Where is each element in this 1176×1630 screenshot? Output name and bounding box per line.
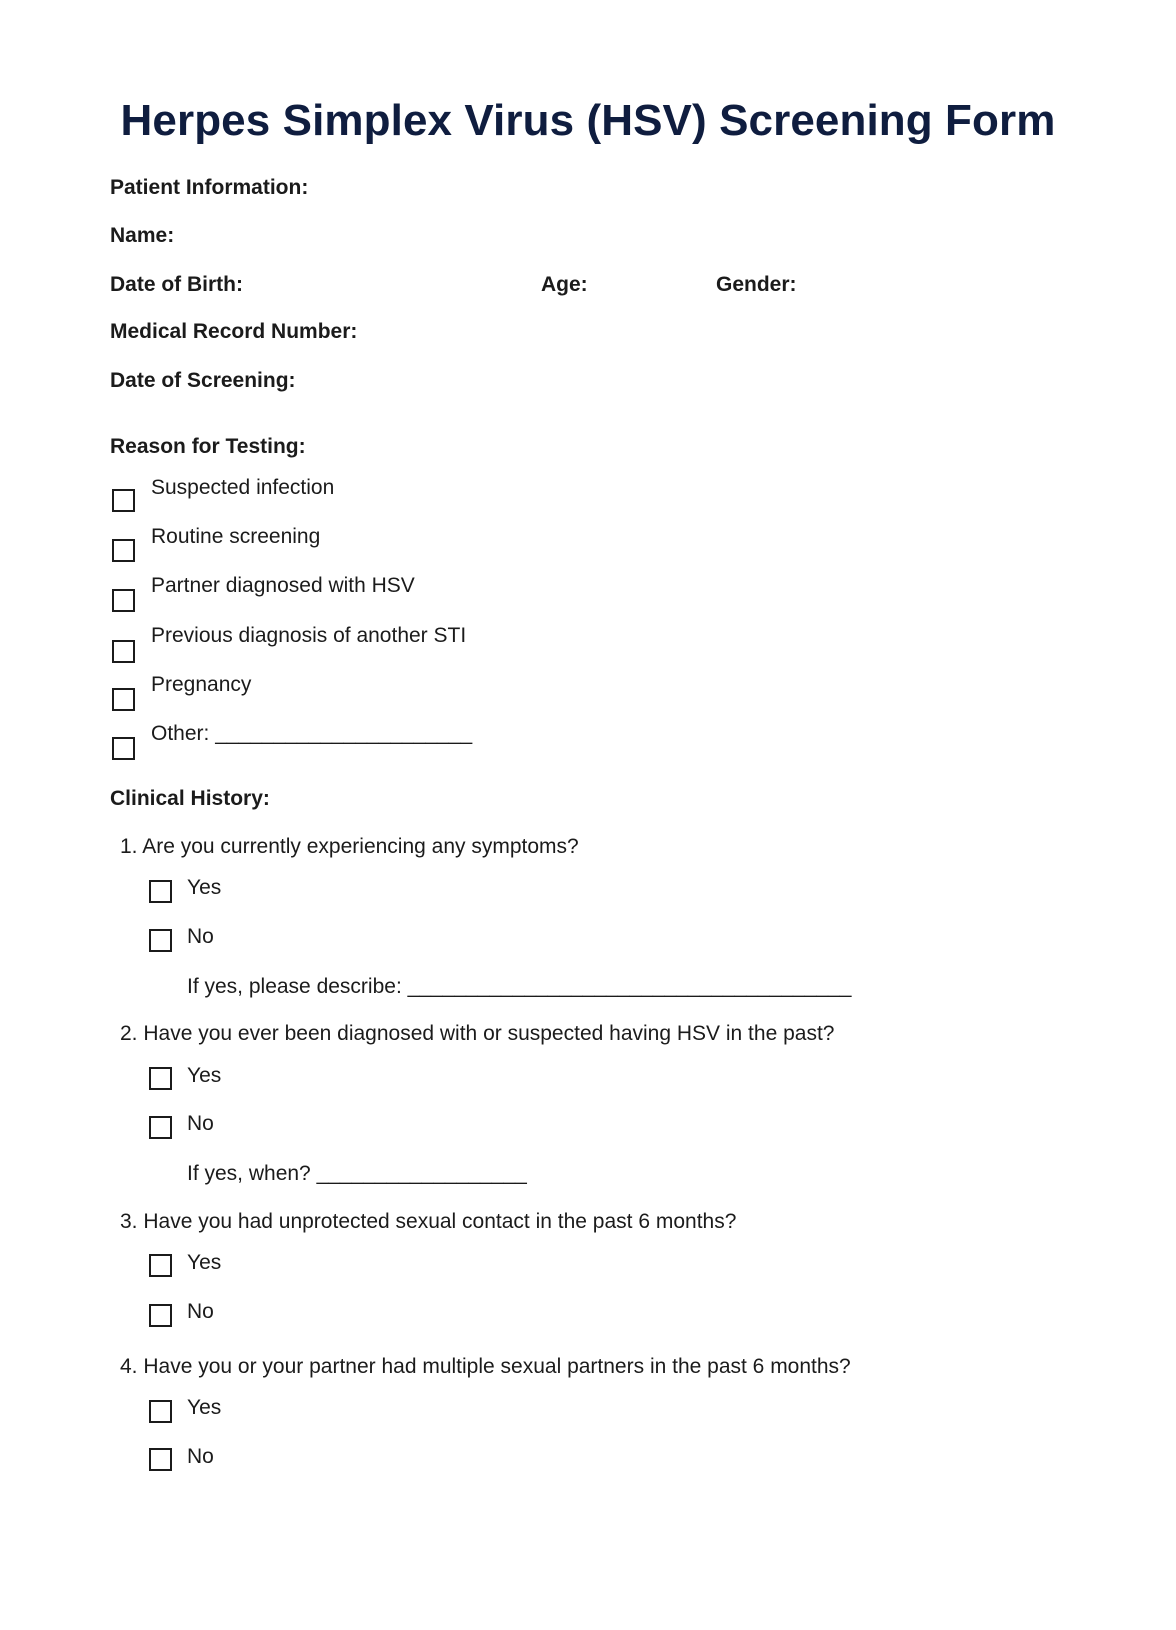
- reason-checkbox-routine[interactable]: [112, 539, 135, 562]
- question-2-no-label: No: [187, 1112, 214, 1135]
- question-4-text: 4. Have you or your partner had multiple sexual partners in the past 6 months?: [120, 1355, 851, 1378]
- question-1-yes-checkbox[interactable]: [149, 880, 172, 903]
- clinical-heading: Clinical History:: [110, 787, 270, 810]
- question-4-no-checkbox[interactable]: [149, 1448, 172, 1471]
- question-1-text: 1. Are you currently experiencing any symptoms?: [120, 835, 579, 858]
- question-2-yes-checkbox[interactable]: [149, 1067, 172, 1090]
- reason-option-previous-sti: Previous diagnosis of another STI: [151, 624, 467, 647]
- reason-checkbox-partner[interactable]: [112, 589, 135, 612]
- reason-checkbox-other[interactable]: [112, 737, 135, 760]
- question-3-no-label: No: [187, 1300, 214, 1323]
- reason-option-suspected: Suspected infection: [151, 476, 335, 499]
- gender-label: Gender:: [716, 273, 797, 296]
- question-1-no-checkbox[interactable]: [149, 929, 172, 952]
- reason-checkbox-previous-sti[interactable]: [112, 640, 135, 663]
- page-title: Herpes Simplex Virus (HSV) Screening Form: [120, 96, 1056, 145]
- question-4-yes-label: Yes: [187, 1396, 222, 1419]
- patient-info-heading: Patient Information:: [110, 176, 309, 199]
- name-label: Name:: [110, 224, 175, 247]
- age-label: Age:: [541, 273, 588, 296]
- reason-checkbox-suspected[interactable]: [112, 489, 135, 512]
- question-1-followup[interactable]: If yes, please describe: ______________________________________: [187, 975, 852, 998]
- reason-option-pregnancy: Pregnancy: [151, 673, 252, 696]
- question-2-text: 2. Have you ever been diagnosed with or suspected having HSV in the past?: [120, 1022, 835, 1045]
- reason-checkbox-pregnancy[interactable]: [112, 688, 135, 711]
- question-4-no-label: No: [187, 1445, 214, 1468]
- question-4-yes-checkbox[interactable]: [149, 1400, 172, 1423]
- dob-label: Date of Birth:: [110, 273, 243, 296]
- reason-option-partner: Partner diagnosed with HSV: [151, 574, 415, 597]
- question-1-no-label: No: [187, 925, 214, 948]
- reason-heading: Reason for Testing:: [110, 435, 306, 458]
- question-1-yes-label: Yes: [187, 876, 222, 899]
- question-2-no-checkbox[interactable]: [149, 1116, 172, 1139]
- question-2-yes-label: Yes: [187, 1064, 222, 1087]
- question-3-yes-checkbox[interactable]: [149, 1254, 172, 1277]
- reason-option-other[interactable]: Other: ______________________: [151, 722, 473, 745]
- question-2-followup[interactable]: If yes, when? __________________: [187, 1162, 527, 1185]
- mrn-label: Medical Record Number:: [110, 320, 358, 343]
- reason-option-routine: Routine screening: [151, 525, 321, 548]
- question-3-text: 3. Have you had unprotected sexual contact in the past 6 months?: [120, 1210, 737, 1233]
- question-3-yes-label: Yes: [187, 1251, 222, 1274]
- question-3-no-checkbox[interactable]: [149, 1304, 172, 1327]
- screening-date-label: Date of Screening:: [110, 369, 296, 392]
